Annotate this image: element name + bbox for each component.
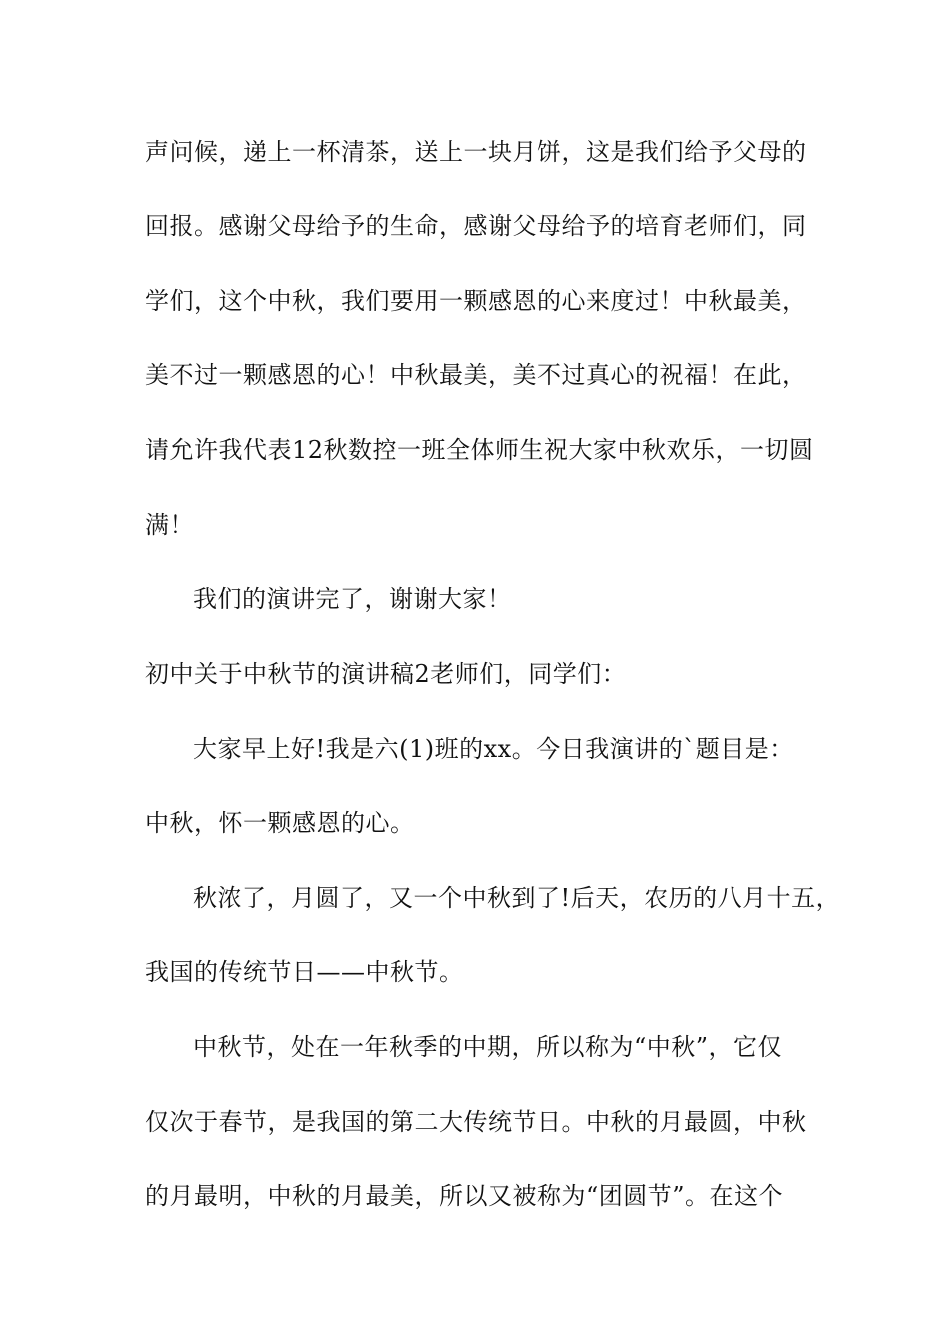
text-line: 满！ bbox=[145, 511, 194, 539]
text-line: 回报。感谢父母给予的生命，感谢父母给予的培育老师们，同 bbox=[145, 212, 807, 240]
text-line: 声问候，递上一杯清茶，送上一块月饼，这是我们给予父母的 bbox=[145, 138, 807, 166]
heading-line: 初中关于中秋节的演讲稿2老师们，同学们： bbox=[145, 660, 627, 688]
text-line: 美不过一颗感恩的心！中秋最美，美不过真心的祝福！在此， bbox=[145, 361, 807, 389]
paragraph-line: 中秋节，处在一年秋季的中期，所以称为“中秋”，它仅 bbox=[193, 1033, 783, 1061]
text-line: 学们，这个中秋，我们要用一颗感恩的心来度过！中秋最美， bbox=[145, 287, 807, 315]
text-line: 请允许我代表12秋数控一班全体师生祝大家中秋欢乐，一切圆 bbox=[145, 436, 814, 464]
text-line: 仅次于春节，是我国的第二大传统节日。中秋的月最圆，中秋 bbox=[145, 1108, 807, 1136]
paragraph-line: 我们的演讲完了，谢谢大家！ bbox=[193, 585, 512, 613]
text-line: 我国的传统节日——中秋节。 bbox=[145, 958, 464, 986]
paragraph-line: 秋浓了，月圆了，又一个中秋到了!后天，农历的八月十五， bbox=[193, 884, 841, 912]
text-line: 的月最明，中秋的月最美，所以又被称为“团圆节”。在这个 bbox=[145, 1182, 784, 1210]
paragraph-line: 大家早上好!我是六(1)班的xx。今日我演讲的`题目是： bbox=[193, 735, 794, 763]
text-line: 中秋，怀一颗感恩的心。 bbox=[145, 809, 415, 837]
